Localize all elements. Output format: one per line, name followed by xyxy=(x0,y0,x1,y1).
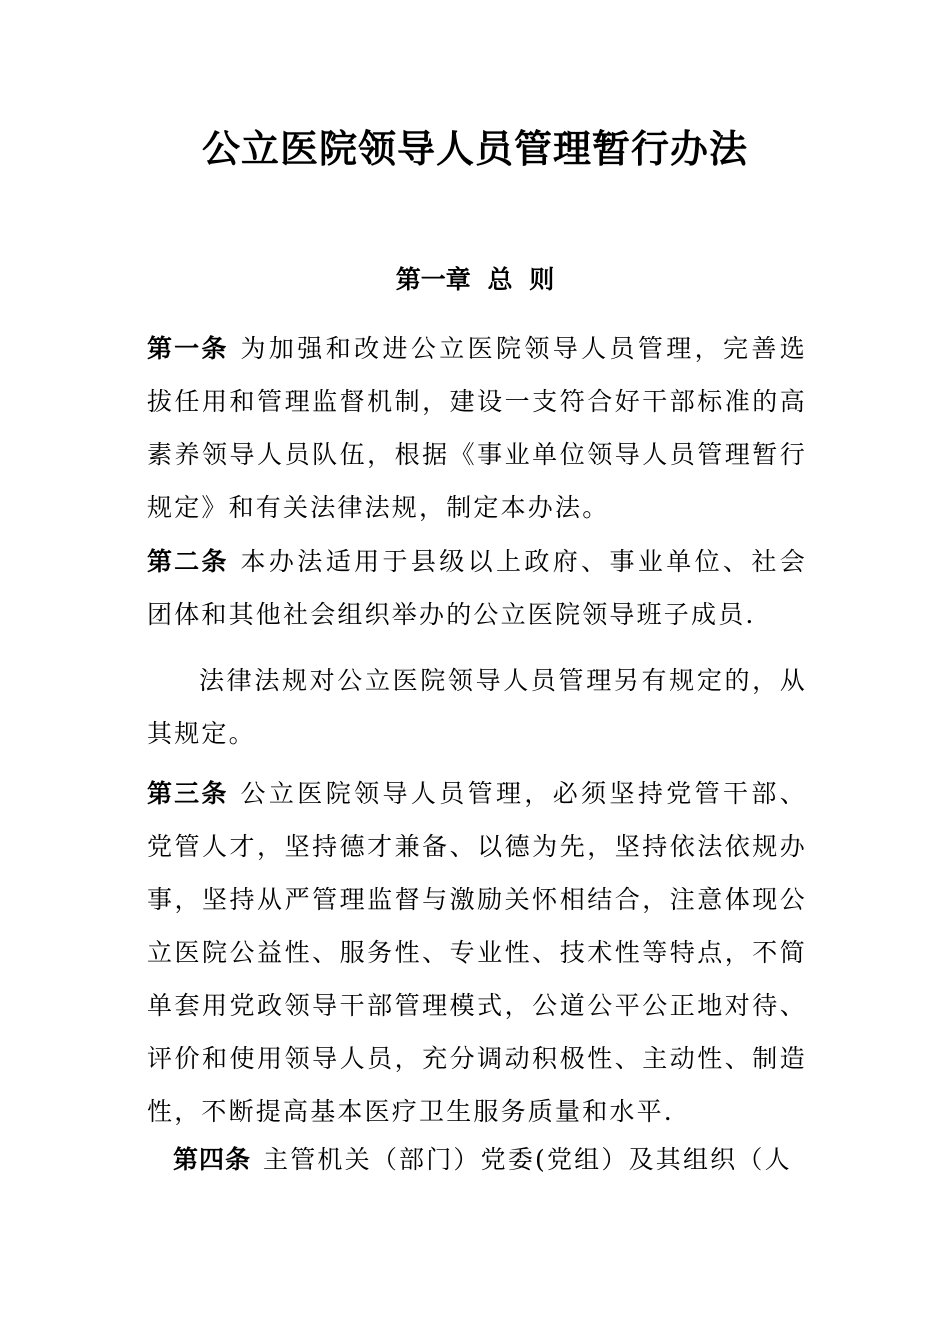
article-text: 为加强和改进公立医院领导人员管理，完善选拔任用和管理监督机制，建设一支符合好干部标准的高素养领导人员队伍，根据《事业单位领导人员管理暂行规定》和有关法律法规，制定本办法。 xyxy=(147,334,807,522)
chapter-title: 第一章 总 则 xyxy=(395,265,555,294)
article-number: 第四条 xyxy=(173,1145,252,1174)
article-text: 公立医院领导人员管理，必须坚持党管干部、党管人才，坚持德才兼备、以德为先，坚持依法依规办事，坚持从严管理监督与激励关怀相结合，注意体现公立医院公益性、服务性、专业性、技术性等特点，不简单套用党政领导干部管理模式，公道公平公正地对待、评价和使用领导人员，充分调动积极性、主动性、制造性，不断提高基本医疗卫生服务质量和水平. xyxy=(147,779,807,1126)
paragraph-text: 法律法规对公立医院领导人员管理另有规定的，从其规定。 xyxy=(147,666,807,748)
article-number: 第一条 xyxy=(147,334,229,363)
article-paragraph-4 xyxy=(173,1133,807,1186)
document-title: 公立医院领导人员管理暂行办法 xyxy=(201,126,748,171)
article-paragraph-2 xyxy=(147,535,807,641)
article-text: 本办法适用于县级以上政府、事业单位、社会团体和其他社会组织举办的公立医院领导班子成员. xyxy=(147,547,807,629)
article-paragraph-3 xyxy=(147,767,807,1138)
article-number: 第二条 xyxy=(147,547,229,576)
article-paragraph-2-sub xyxy=(147,654,807,760)
article-text: 主管机关（部门）党委(党组）及其组织（人 xyxy=(263,1145,792,1174)
article-paragraph-1 xyxy=(147,322,807,534)
article-number: 第三条 xyxy=(147,779,229,808)
